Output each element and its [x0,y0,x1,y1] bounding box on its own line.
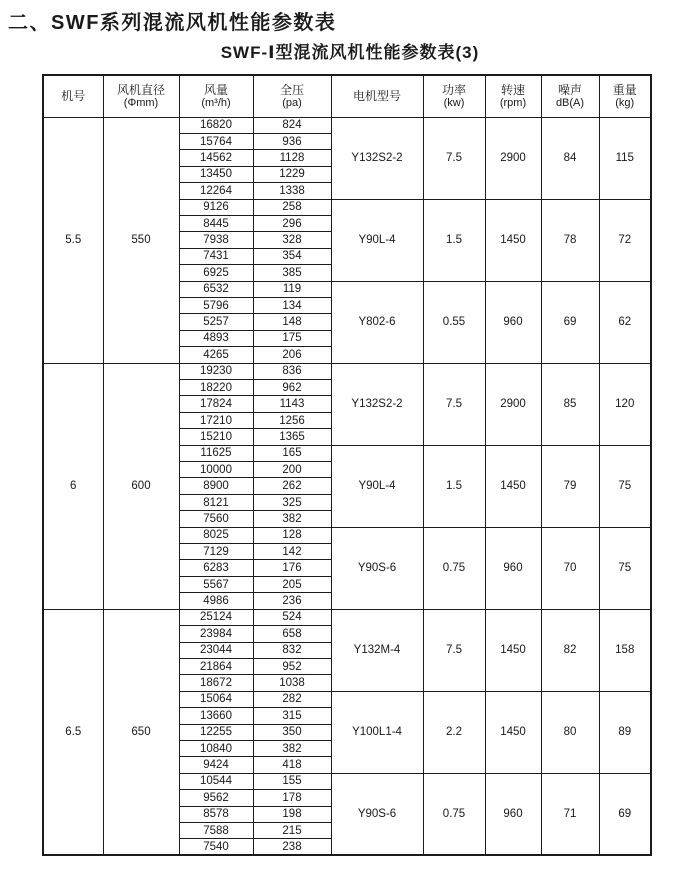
speed-cell: 1450 [485,445,541,527]
airflow-cell: 15764 [179,133,253,149]
power-cell: 1.5 [423,445,485,527]
noise-cell: 70 [541,527,599,609]
airflow-cell: 15210 [179,429,253,445]
airflow-cell: 8025 [179,527,253,543]
pressure-cell: 1038 [253,675,331,691]
airflow-cell: 4265 [179,347,253,363]
motor-cell: Y90L-4 [331,199,423,281]
airflow-cell: 7938 [179,232,253,248]
airflow-cell: 12255 [179,724,253,740]
pressure-cell: 236 [253,593,331,609]
pressure-cell: 148 [253,314,331,330]
pressure-cell: 962 [253,380,331,396]
speed-cell: 960 [485,527,541,609]
weight-cell: 120 [599,363,651,445]
noise-cell: 78 [541,199,599,281]
header-label: 电机型号 [352,89,401,104]
airflow-cell: 6532 [179,281,253,297]
model-cell: 5.5 [43,117,103,363]
pressure-cell: 128 [253,527,331,543]
col-header-airflow [179,75,253,117]
fan-parameters-table [42,74,652,856]
pressure-cell: 1256 [253,412,331,428]
motor-cell: Y90S-6 [331,527,423,609]
pressure-cell: 205 [253,576,331,592]
col-header-noise [541,75,599,117]
pressure-cell: 175 [253,330,331,346]
airflow-cell: 6283 [179,560,253,576]
pressure-cell: 824 [253,117,331,133]
pressure-cell: 354 [253,248,331,264]
airflow-cell: 23044 [179,642,253,658]
airflow-cell: 8578 [179,806,253,822]
power-cell: 0.55 [423,281,485,363]
airflow-cell: 10840 [179,740,253,756]
airflow-cell: 19230 [179,363,253,379]
col-header-weight [599,75,651,117]
diameter-cell: 600 [103,363,179,609]
noise-cell: 82 [541,609,599,691]
pressure-cell: 418 [253,757,331,773]
header-row [43,75,651,117]
pressure-cell: 936 [253,133,331,149]
pressure-cell: 328 [253,232,331,248]
pressure-cell: 178 [253,790,331,806]
header-unit: dB(A) [555,96,585,109]
airflow-cell: 13660 [179,708,253,724]
weight-cell: 115 [599,117,651,199]
motor-cell: Y90L-4 [331,445,423,527]
airflow-cell: 18672 [179,675,253,691]
airflow-cell: 4986 [179,593,253,609]
col-header-model [43,75,103,117]
table-row [43,609,651,625]
pressure-cell: 262 [253,478,331,494]
airflow-cell: 5567 [179,576,253,592]
motor-cell: Y100L1-4 [331,691,423,773]
motor-cell: Y132S2-2 [331,117,423,199]
airflow-cell: 17210 [179,412,253,428]
pressure-cell: 658 [253,626,331,642]
header-label: 重量 [612,82,637,97]
power-cell: 1.5 [423,199,485,281]
noise-cell: 85 [541,363,599,445]
noise-cell: 69 [541,281,599,363]
airflow-cell: 18220 [179,380,253,396]
weight-cell: 69 [599,773,651,855]
pressure-cell: 1338 [253,183,331,199]
col-header-speed [485,75,541,117]
airflow-cell: 16820 [179,117,253,133]
table-subtitle: SWF-Ⅰ型混流风机性能参数表(3) [220,43,480,62]
header-label: 转速 [500,82,525,97]
airflow-cell: 7560 [179,511,253,527]
pressure-cell: 315 [253,708,331,724]
airflow-cell: 10544 [179,773,253,789]
col-header-motor [331,75,423,117]
speed-cell: 1450 [485,609,541,691]
weight-cell: 75 [599,445,651,527]
model-cell: 6.5 [43,609,103,855]
power-cell: 0.75 [423,527,485,609]
diameter-cell: 650 [103,609,179,855]
power-cell: 2.2 [423,691,485,773]
model-cell: 6 [43,363,103,609]
col-header-diameter [103,75,179,117]
power-cell: 0.75 [423,773,485,855]
pressure-cell: 832 [253,642,331,658]
header-label: 机号 [61,89,86,104]
airflow-cell: 14562 [179,150,253,166]
header-label: 风机直径 [116,82,165,97]
airflow-cell: 21864 [179,658,253,674]
table-body [43,117,651,855]
table-row [43,363,651,379]
airflow-cell: 8121 [179,494,253,510]
header-label: 功率 [441,82,466,97]
airflow-cell: 8900 [179,478,253,494]
pressure-cell: 200 [253,462,331,478]
airflow-cell: 25124 [179,609,253,625]
airflow-cell: 9562 [179,790,253,806]
airflow-cell: 11625 [179,445,253,461]
pressure-cell: 198 [253,806,331,822]
pressure-cell: 155 [253,773,331,789]
pressure-cell: 258 [253,199,331,215]
speed-cell: 2900 [485,363,541,445]
pressure-cell: 165 [253,445,331,461]
weight-cell: 62 [599,281,651,363]
airflow-cell: 6925 [179,265,253,281]
speed-cell: 960 [485,773,541,855]
pressure-cell: 325 [253,494,331,510]
airflow-cell: 7588 [179,822,253,838]
header-label: 风量 [203,82,228,97]
airflow-cell: 13450 [179,166,253,182]
header-label: 噪声 [557,82,582,97]
power-cell: 7.5 [423,609,485,691]
pressure-cell: 952 [253,658,331,674]
pressure-cell: 385 [253,265,331,281]
airflow-cell: 15064 [179,691,253,707]
pressure-cell: 1229 [253,166,331,182]
pressure-cell: 382 [253,740,331,756]
pressure-cell: 142 [253,544,331,560]
header-unit: (kw) [443,96,465,109]
pressure-cell: 134 [253,297,331,313]
weight-cell: 89 [599,691,651,773]
pressure-cell: 215 [253,822,331,838]
weight-cell: 75 [599,527,651,609]
airflow-cell: 9424 [179,757,253,773]
header-unit: (rpm) [499,96,527,109]
weight-cell: 158 [599,609,651,691]
pressure-cell: 1128 [253,150,331,166]
pressure-cell: 836 [253,363,331,379]
page-title: 二、SWF系列混流风机性能参数表 [8,12,337,34]
motor-cell: Y802-6 [331,281,423,363]
airflow-cell: 23984 [179,626,253,642]
speed-cell: 1450 [485,691,541,773]
noise-cell: 80 [541,691,599,773]
airflow-cell: 8445 [179,215,253,231]
weight-cell: 72 [599,199,651,281]
airflow-cell: 4893 [179,330,253,346]
header-unit: (Φmm) [123,96,159,109]
airflow-cell: 17824 [179,396,253,412]
airflow-cell: 5257 [179,314,253,330]
speed-cell: 1450 [485,199,541,281]
airflow-cell: 7540 [179,839,253,855]
noise-cell: 71 [541,773,599,855]
airflow-cell: 7431 [179,248,253,264]
pressure-cell: 1143 [253,396,331,412]
table-row [43,117,651,133]
pressure-cell: 238 [253,839,331,855]
airflow-cell: 5796 [179,297,253,313]
motor-cell: Y90S-6 [331,773,423,855]
power-cell: 7.5 [423,363,485,445]
header-unit: (pa) [282,96,302,109]
table-header [43,75,651,117]
pressure-cell: 119 [253,281,331,297]
airflow-cell: 9126 [179,199,253,215]
motor-cell: Y132M-4 [331,609,423,691]
noise-cell: 79 [541,445,599,527]
pressure-cell: 176 [253,560,331,576]
airflow-cell: 7129 [179,544,253,560]
speed-cell: 960 [485,281,541,363]
pressure-cell: 296 [253,215,331,231]
pressure-cell: 350 [253,724,331,740]
header-unit: (m³/h) [201,96,231,109]
airflow-cell: 12264 [179,183,253,199]
motor-cell: Y132S2-2 [331,363,423,445]
pressure-cell: 382 [253,511,331,527]
col-header-power [423,75,485,117]
header-unit: (kg) [615,96,635,109]
pressure-cell: 206 [253,347,331,363]
power-cell: 7.5 [423,117,485,199]
speed-cell: 2900 [485,117,541,199]
airflow-cell: 10000 [179,462,253,478]
pressure-cell: 282 [253,691,331,707]
noise-cell: 84 [541,117,599,199]
col-header-pressure [253,75,331,117]
pressure-cell: 524 [253,609,331,625]
diameter-cell: 550 [103,117,179,363]
header-label: 全压 [279,82,304,97]
pressure-cell: 1365 [253,429,331,445]
